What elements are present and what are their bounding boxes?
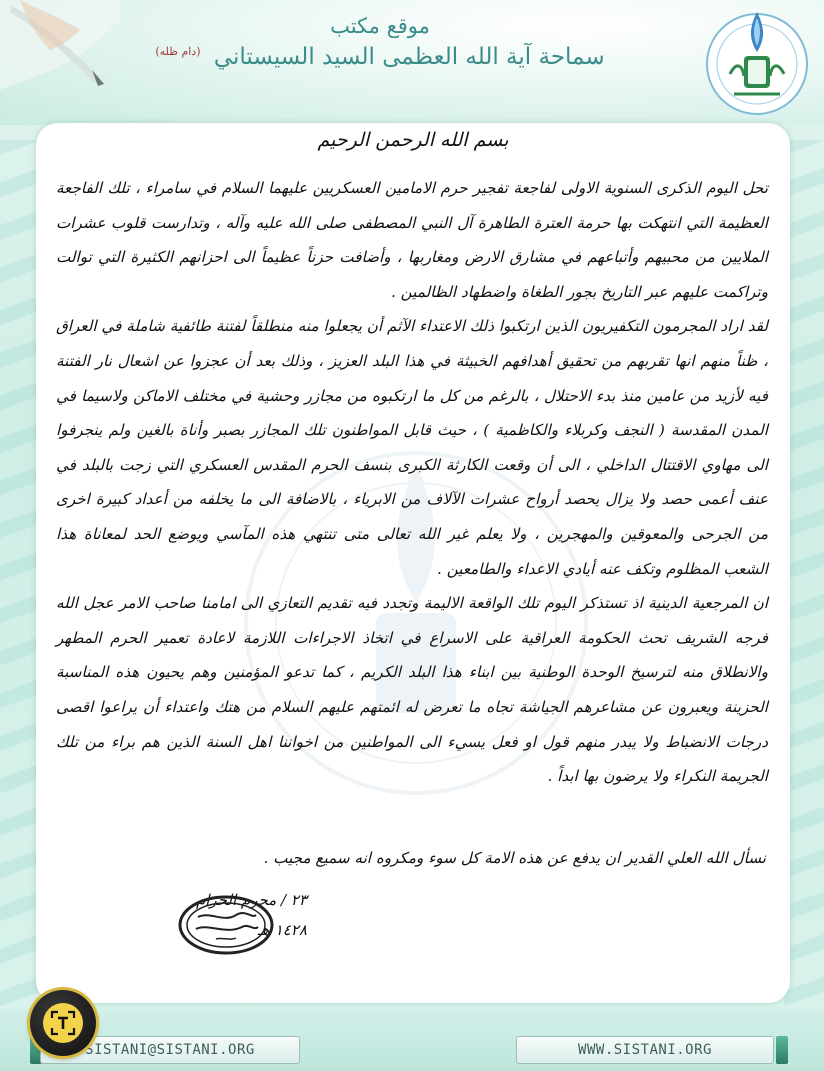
badge-inner [43, 1003, 83, 1043]
date-line-2: ١٤٢٨ هـ [257, 921, 307, 939]
letter-paragraph-1: تحل اليوم الذكرى السنوية الاولى لفاجعة تفجير حرم الامامين العسكريين عليهما السلام في سامراء ، تلك الفاجعة العظيمة التي انتهكت بها حرمة العترة الطاهرة آل النبي المصطفى صلى الله عليه وآله ، وتدارست قلوب عشرات الملايين من محبيهم وأتباعهم في مشارق الارض ومغاربها ، وأضافت حزناً عظيماً الى احزانهم الكثيرة التي توالت وتراكمت عليهم عبر التاريخ بجور الطغاة واضطهاد الظالمين . [56, 179, 768, 301]
site-title-honorific: (دام ظله) [155, 45, 201, 59]
basmala: بسم الله الرحمن الرحيم [317, 129, 509, 151]
site-title-line1: موقع مكتب [330, 14, 430, 38]
date-line-1: ٢٣ / محرم الحرام [196, 891, 307, 909]
letter-paragraph-2: لقد اراد المجرمون التكفيريون الذين ارتكبوا ذلك الاعتداء الآثم أن يجعلوا منه منطلقاً لفتنة طائفية شاملة في العراق ، ظناً منهم انها تقربهم من تحقيق أهدافهم الخبيثة في هذا البلد العزيز ، وذلك بعد أن عجزوا عن اشعال نار الفتنة فيه لأزيد من عامين منذ بدء الاحتلال ، بالرغم من كل ما ارتكبوه من مجازر وحشية في مختلف الاماكن ولاسيما في المدن المقدسة ( النجف وكربلاء والكاظمية ) ، حيث قابل المواطنون تلك المجازر بصبر وأناة بالغين ولم ينجرفوا الى مهاوي الاقتتال الداخلي ، الى أن وقعت الكارثة الكبرى بنسف الحرم المقدس العسكري التي زجت بالبلد في عنف أعمى حصد ولا يزال يحصد أرواح عشرات الآلاف من الابرياء ، بالاضافة الى ما يخلفه من أعداد كبيرة اخرى من الجرحى والمعوقين والمهجرين ، ولا يعلم غير الله تعالى متى تنتهي هذه المآسي ويوضع الحد لمعاناة هذا الشعب المظلوم وتكف عنه أيادي الاعداء والطامعين . [56, 317, 768, 578]
footer-right-cap [776, 1036, 788, 1064]
right-decoration [784, 140, 824, 1020]
site-title [150, 14, 610, 70]
office-logo-icon [700, 4, 815, 119]
pen-icon [0, 0, 120, 95]
left-decoration [0, 140, 40, 1020]
letter-body [56, 171, 768, 794]
text-scan-icon [50, 1010, 76, 1036]
letter-paper [36, 123, 790, 1003]
badge-icon[interactable] [30, 990, 96, 1056]
letter-paragraph-3: ان المرجعية الدينية اذ تستذكر اليوم تلك الواقعة الاليمة وتجدد فيه تقديم التعازي الى امامنا صاحب الامر عجل الله فرجه الشريف تحث الحكومة العراقية على الاسراع في اتخاذ الاجراءات اللازمة لاعادة تعمير الحرم المطهر والانطلاق منه لترسيخ الوحدة الوطنية بين ابناء هذا البلد الكريم ، كما تدعو المؤمنين وهم يحيون هذه المناسبة الحزينة ويعبرون عن مشاعرهم الجياشة تجاه ما تعرض له ائمتهم عليهم السلام من هتك واعتداء أن يراعوا اقصى درجات الانضباط ولا يبدر منهم قول او فعل يسيء الى المواطنين من اخواننا اهل السنة الذين هم براء من تلك الجريمة النكراء ولا يرضون بها ابداً . [56, 594, 768, 786]
site-title-name: سماحة آية الله العظمى السيد السيستاني [213, 44, 605, 70]
website-link[interactable]: WWW.SISTANI.ORG [516, 1036, 774, 1064]
seal-icon [176, 893, 276, 957]
letter-closing: نسأل الله العلي القدير ان يدفع عن هذه الامة كل سوء ومكروه انه سميع مجيب . [263, 849, 766, 867]
email-link[interactable]: SISTANI@SISTANI.ORG [40, 1036, 300, 1064]
site-title-line2 [150, 44, 610, 70]
